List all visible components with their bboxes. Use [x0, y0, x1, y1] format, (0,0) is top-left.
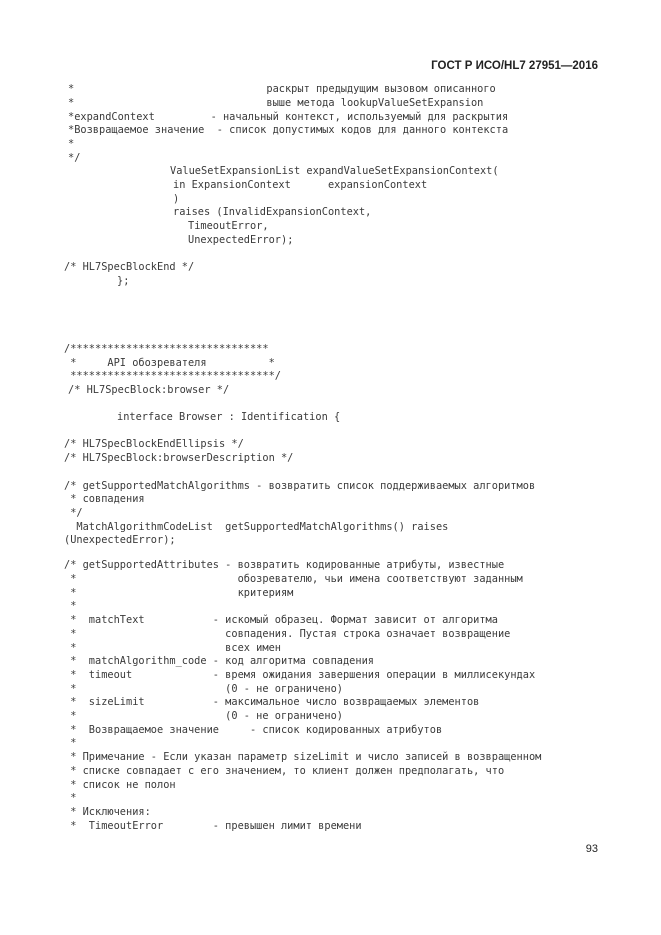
code-line: * API обозревателя * — [64, 357, 275, 369]
code-line: * критериям — [64, 587, 294, 599]
code-line: */ — [68, 152, 81, 164]
code-line: * обозревателю, чьи имена соответствуют заданным — [64, 573, 523, 585]
code-line: * — [64, 737, 77, 749]
code-line: *expandContext - начальный контекст, используемый для раскрытия — [68, 111, 509, 123]
code-line: */ — [64, 507, 83, 519]
code-line: * timeout - время ожидания завершения операции в миллисекундах — [64, 669, 536, 681]
code-line: * — [64, 792, 77, 804]
code-line: }; — [117, 275, 130, 287]
code-line: /* getSupportedAttributes - возвратить кодированные атрибуты, известные — [64, 559, 505, 571]
code-line: /* HL7SpecBlock:browserDescription */ — [64, 452, 294, 464]
code-line: * — [68, 138, 75, 150]
code-line: /* getSupportedMatchAlgorithms - возвратить список поддерживаемых алгоритмов — [64, 480, 536, 492]
code-line: * (0 - не ограничено) — [64, 710, 343, 722]
code-line: * всех имен — [64, 642, 281, 654]
code-line: in ExpansionContext expansionContext — [173, 179, 428, 191]
code-line: ) — [173, 193, 180, 205]
code-line: MatchAlgorithmCodeList getSupportedMatchAlgorithms() raises — [64, 521, 449, 533]
code-line: * Примечание - Если указан параметр sizeLimit и число записей в возвращенном — [64, 751, 542, 763]
code-line: ValueSetExpansionList expandValueSetExpansionContext( — [170, 165, 499, 177]
code-line: * — [64, 600, 77, 612]
code-line: * (0 - не ограничено) — [64, 683, 343, 695]
code-line: /******************************** — [64, 343, 269, 355]
page-number: 93 — [585, 843, 598, 855]
code-line: * совпадения. Пустая строка означает возвращение — [64, 628, 511, 640]
code-line: * Возвращаемое значение - список кодированных атрибутов — [64, 724, 443, 736]
code-line: TimeoutError, — [188, 220, 269, 232]
code-line: * matchAlgorithm_code - код алгоритма совпадения — [64, 655, 374, 667]
code-line: raises (InvalidExpansionContext, — [173, 206, 372, 218]
code-line: * список не полон — [64, 779, 176, 791]
code-line: /* HL7SpecBlockEndEllipsis */ — [64, 438, 244, 450]
code-line: * раскрыт предыдущим вызовом описанного — [68, 83, 496, 95]
code-line: interface Browser : Identification { — [117, 411, 341, 423]
code-line: /* HL7SpecBlock:browser */ — [68, 384, 230, 396]
code-line: * Исключения: — [64, 806, 151, 818]
code-line: * совпадения — [64, 493, 145, 505]
code-line: *********************************/ — [64, 370, 281, 382]
code-line: * sizeLimit - максимальное число возвращаемых элементов — [64, 696, 480, 708]
code-line: * TimeoutError - превышен лимит времени — [64, 820, 362, 832]
document-header: ГОСТ Р ИСО/HL7 27951—2016 — [431, 60, 598, 72]
code-line: * matchText - искомый образец. Формат зависит от алгоритма — [64, 614, 498, 626]
code-line: UnexpectedError); — [188, 234, 294, 246]
code-line: /* HL7SpecBlockEnd */ — [64, 261, 195, 273]
code-line: *Возвращаемое значение - список допустимых кодов для данного контекста — [68, 124, 509, 136]
code-line: * списке совпадает с его значением, то клиент должен предполагать, что — [64, 765, 505, 777]
code-line: * выше метода lookupValueSetExpansion — [68, 97, 484, 109]
code-line: (UnexpectedError); — [64, 534, 176, 546]
